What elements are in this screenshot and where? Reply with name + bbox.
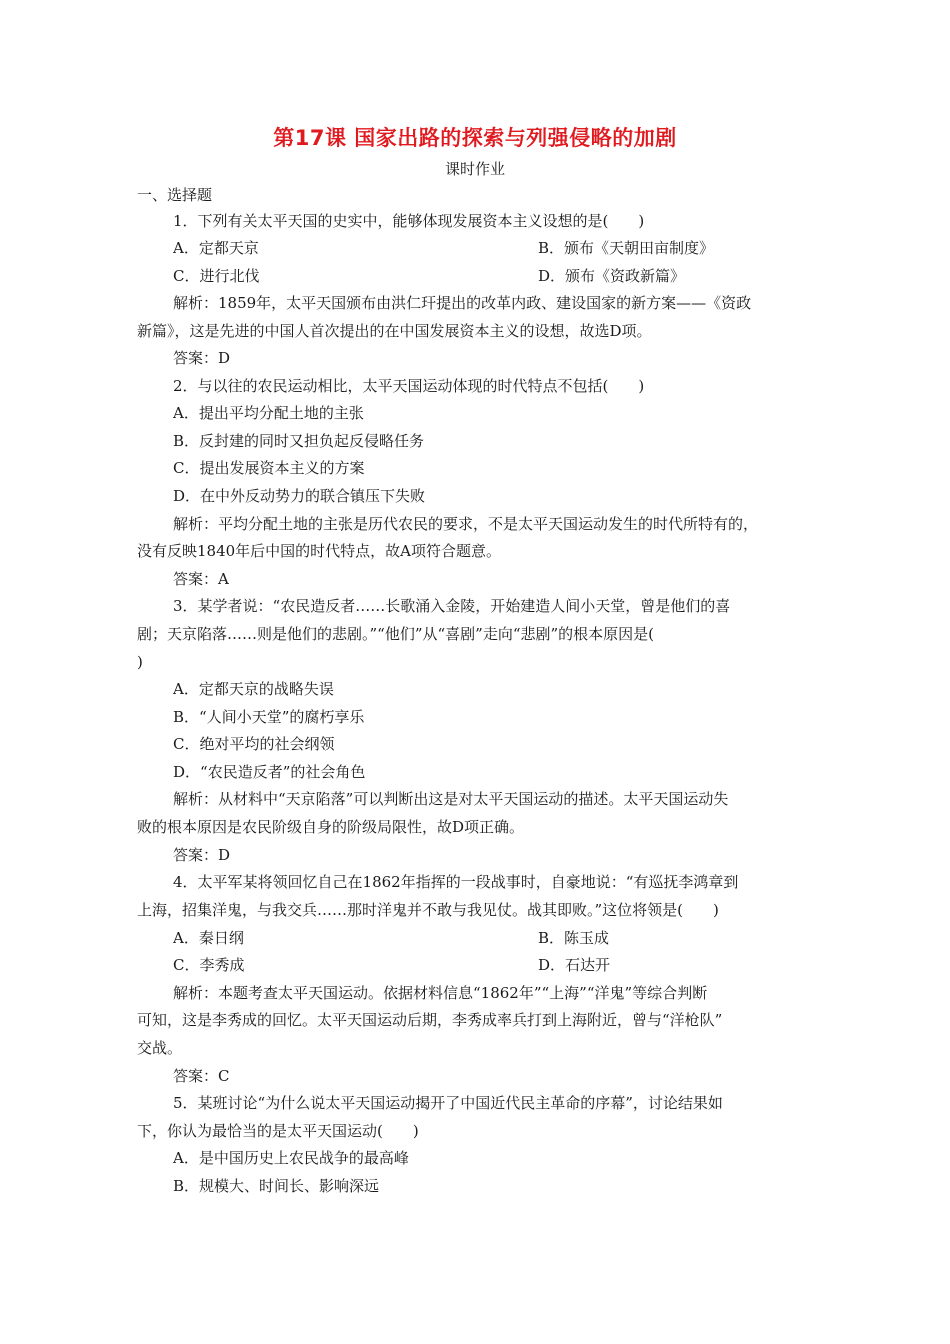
lesson-title: 第17课 国家出路的探索与列强侵略的加剧 xyxy=(273,126,677,150)
q4-option-d: D．石达开 xyxy=(538,956,611,974)
q1-option-a: A．定都天京 xyxy=(173,239,259,257)
q2-explanation-line2: 没有反映1840年后中国的时代特点，故A项符合题意。 xyxy=(137,542,502,560)
q2-explanation-line1: 解析：平均分配土地的主张是历代农民的要求，不是太平天国运动发生的时代所特有的， xyxy=(173,515,759,533)
q4-option-b: B．陈玉成 xyxy=(538,929,610,947)
q3-explanation-line1: 解析：从材料中“天京陷落”可以判断出这是对太平天国运动的描述。太平天国运动失 xyxy=(173,790,729,808)
q4-option-a: A．秦日纲 xyxy=(173,929,244,947)
q4-explanation-line1: 解析：本题考查太平天国运动。依据材料信息“1862年”“上海”“洋鬼”等综合判断 xyxy=(173,984,708,1002)
q2-answer: 答案：A xyxy=(173,570,229,588)
q1-stem: 1．下列有关太平天国的史实中，能够体现发展资本主义设想的是( ) xyxy=(173,212,645,230)
q2-option-a: A．提出平均分配土地的主张 xyxy=(173,404,364,422)
q3-stem-line2: 剧；天京陷落……则是他们的悲剧。”“他们”从“喜剧”走向“悲剧”的根本原因是( xyxy=(137,625,655,643)
q1-answer: 答案：D xyxy=(173,349,231,367)
q3-explanation-line2: 败的根本原因是农民阶级自身的阶级局限性，故D项正确。 xyxy=(137,818,525,836)
section-heading: 一、选择题 xyxy=(137,186,213,204)
q1-option-b: B．颁布《天朝田亩制度》 xyxy=(538,239,715,257)
q2-option-d: D．在中外反动势力的联合镇压下失败 xyxy=(173,487,426,505)
lesson-subtitle: 课时作业 xyxy=(444,160,505,178)
q5-stem-line1: 5．某班讨论“为什么说太平天国运动揭开了中国近代民主革命的序幕”，讨论结果如 xyxy=(173,1094,723,1112)
q3-option-c: C．绝对平均的社会纲领 xyxy=(173,735,335,753)
q5-option-a: A．是中国历史上农民战争的最高峰 xyxy=(173,1149,409,1167)
q3-stem-line1: 3．某学者说：“农民造反者……长歌涌入金陵，开始建造人间小天堂，曾是他们的喜 xyxy=(173,597,731,615)
q5-stem-line2: 下，你认为最恰当的是太平天国运动( ) xyxy=(137,1122,419,1140)
q1-option-d: D．颁布《资政新篇》 xyxy=(538,267,686,285)
q1-option-c: C．进行北伐 xyxy=(173,267,260,285)
q2-option-b: B．反封建的同时又担负起反侵略任务 xyxy=(173,432,425,450)
q4-explanation-line2: 可知，这是李秀成的回忆。太平天国运动后期，李秀成率兵打到上海附近，曾与“洋枪队” xyxy=(137,1011,723,1029)
q3-answer: 答案：D xyxy=(173,846,231,864)
q4-stem-line1: 4．太平军某将领回忆自己在1862年指挥的一段战事时，自豪地说：“有巡抚李鸿章到 xyxy=(173,873,739,891)
q4-answer: 答案：C xyxy=(173,1067,230,1085)
q1-explanation-line2: 新篇》，这是先进的中国人首次提出的在中国发展资本主义的设想，故选D项。 xyxy=(137,322,652,340)
q1-explanation-line1: 解析：1859年，太平天国颁布由洪仁玕提出的改革内政、建设国家的新方案——《资政 xyxy=(173,294,752,312)
q4-stem-line2: 上海，招集洋鬼，与我交兵……那时洋鬼并不敢与我见仗。战其即败。”这位将领是( ) xyxy=(137,901,719,919)
q3-option-d: D．“农民造反者”的社会角色 xyxy=(173,763,366,781)
q5-option-b: B．规模大、时间长、影响深远 xyxy=(173,1177,380,1195)
q3-stem-line3: ) xyxy=(137,653,143,671)
q4-option-c: C．李秀成 xyxy=(173,956,245,974)
q3-option-a: A．定都天京的战略失误 xyxy=(173,680,334,698)
q2-stem: 2．与以往的农民运动相比，太平天国运动体现的时代特点不包括( ) xyxy=(173,377,645,395)
q4-explanation-line3: 交战。 xyxy=(137,1039,183,1057)
q2-option-c: C．提出发展资本主义的方案 xyxy=(173,459,365,477)
q3-option-b: B．“人间小天堂”的腐朽享乐 xyxy=(173,708,365,726)
